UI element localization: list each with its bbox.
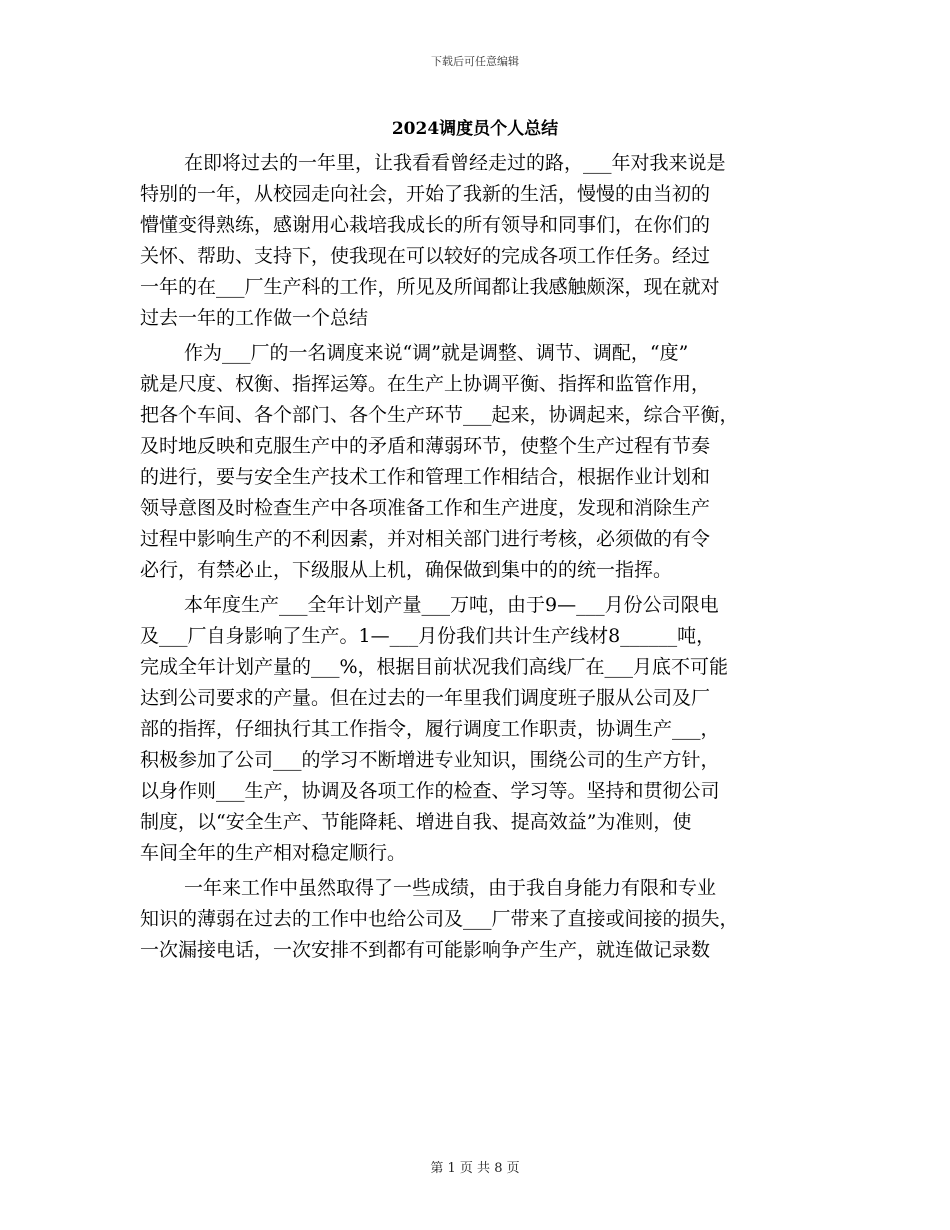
text-line: 积极参加了公司___的学习不断增进专业知识，围绕公司的生产方针，	[140, 749, 720, 771]
text-line: 及___厂自身影响了生产。1—___月份我们共计生产线材8______吨，	[140, 625, 716, 647]
text-line: 过程中影响生产的不利因素，并对相关部门进行考核，必须做的有令	[140, 528, 711, 550]
header-note: 下载后可任意编辑	[431, 55, 519, 68]
document-body	[140, 148, 820, 966]
text-line: 部的指挥，仔细执行其工作指令，履行调度工作职责，协调生产___，	[140, 718, 720, 740]
text-line: 完成全年计划产量的___%，根据目前状况我们高线厂在___月底不可能	[140, 656, 729, 678]
text-line: 关怀、帮助、支持下，使我现在可以较好的完成各项工作任务。经过	[140, 245, 711, 267]
text-line: 领导意图及时检查生产中各项准备工作和生产进度，发现和消除生产	[140, 497, 711, 519]
text-line: 一年的在___厂生产科的工作，所见及所闻都让我感触颇深，现在就对	[140, 276, 720, 298]
text-line: 一年来工作中虽然取得了一些成绩，由于我自身能力有限和专业	[184, 877, 717, 899]
text-line: 制度，以“安全生产、节能降耗、增进自我、提高效益”为准则，使	[140, 811, 692, 833]
text-line: 作为___厂的一名调度来说“调”就是调整、调节、调配，“度”	[184, 342, 689, 364]
text-line: 及时地反映和克服生产中的矛盾和薄弱环节，使整个生产过程有节奏	[140, 435, 711, 457]
text-line: 车间全年的生产相对稳定顺行。	[140, 842, 407, 864]
text-line: 一次漏接电话，一次安排不到都有可能影响争产生产，就连做记录数	[140, 939, 711, 961]
document-title: 2024调度员个人总结	[391, 119, 559, 139]
text-line: 本年度生产___全年计划产量___万吨，由于9—___月份公司限电	[184, 594, 719, 616]
text-line: 把各个车间、各个部门、各个生产环节___起来，协调起来，综合平衡，	[140, 404, 739, 426]
text-line: 特别的一年，从校园走向社会，开始了我新的生活，慢慢的由当初的	[140, 183, 711, 205]
text-line: 必行，有禁必止，下级服从上机，确保做到集中的的统一指挥。	[140, 559, 673, 581]
text-line: 以身作则___生产，协调及各项工作的检查、学习等。坚持和贯彻公司	[140, 780, 720, 802]
text-line: 就是尺度、权衡、指挥运筹。在生产上协调平衡、指挥和监管作用，	[140, 373, 711, 395]
page-footer: 第 1 页 共 8 页	[430, 1161, 520, 1176]
text-line: 过去一年的工作做一个总结	[140, 307, 369, 329]
text-line: 懵懂变得熟练，感谢用心栽培我成长的所有领导和同事们，在你们的	[140, 214, 711, 236]
text-line: 在即将过去的一年里，让我看看曾经走过的路，___年对我来说是	[184, 152, 726, 174]
text-line: 知识的薄弱在过去的工作中也给公司及___厂带来了直接或间接的损失，	[140, 908, 739, 930]
text-line: 达到公司要求的产量。但在过去的一年里我们调度班子服从公司及厂	[140, 687, 711, 709]
text-line: 的进行，要与安全生产技术工作和管理工作相结合，根据作业计划和	[140, 466, 711, 488]
